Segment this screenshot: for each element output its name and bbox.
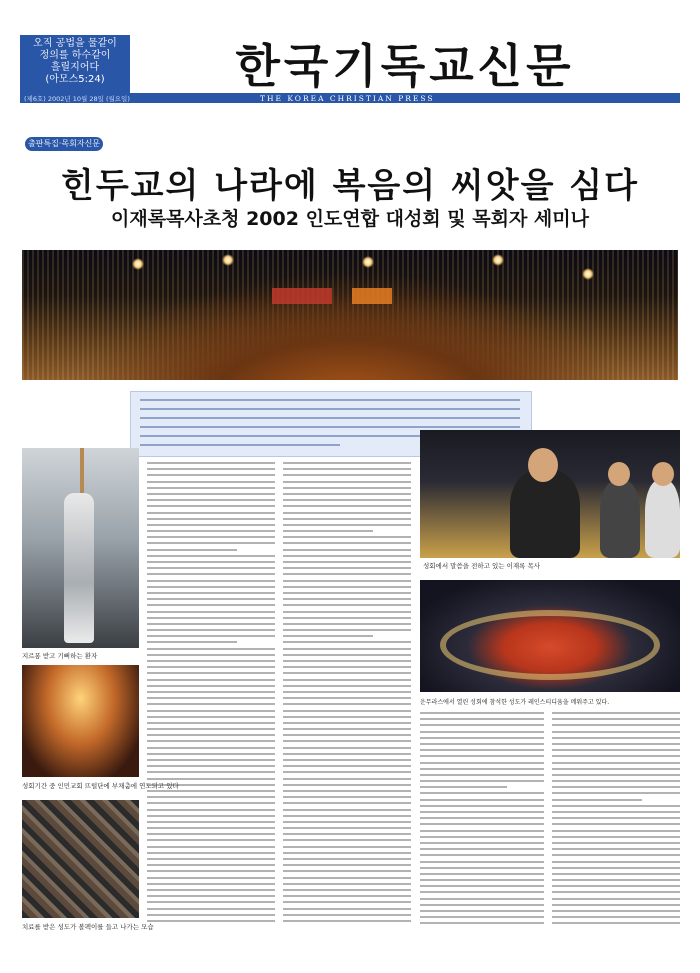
motto-line: 흘릴지어다 [50, 62, 100, 73]
text-line [140, 408, 520, 410]
motto-line: 정의를 하수같이 [39, 50, 111, 61]
stadium-light [582, 268, 594, 280]
patient-figure [64, 493, 94, 643]
caption-right1: 성회에서 말씀을 전하고 있는 이재록 목사 [423, 562, 541, 570]
stadium-light [222, 254, 234, 266]
article-column-4 [552, 712, 680, 932]
stage-banner [272, 288, 332, 304]
text-line [140, 426, 520, 428]
section-tag: 출판특집·목회자신문 [25, 137, 103, 151]
caption-left2: 성회기간 중 인민교회 뜨럴단에 부채춤에 연도되고 있다 [22, 782, 179, 790]
motto-line: 오직 공법을 물같이 [33, 38, 117, 49]
attendee-figure [645, 480, 680, 558]
caption-left1: 지르퐁 받고 기뻐하는 환자 [22, 652, 98, 660]
motto-box [20, 35, 130, 93]
article-column-1 [147, 462, 275, 932]
crowd-panorama-photo [22, 250, 678, 380]
fan-dance-photo [22, 665, 139, 777]
headline: 힌두교의 나라에 복음의 씨앗을 심다 [60, 166, 639, 206]
preacher-photo [420, 430, 680, 558]
caption-left3: 치료를 받은 성도가 볼펙이를 들고 나가는 모습 [22, 923, 154, 931]
text-line [140, 444, 340, 446]
subhead: 이재록목사초청 2002 인도연합 대성회 및 목회자 세미나 [110, 208, 589, 230]
preacher-face [528, 448, 558, 482]
attendee-face [652, 462, 674, 486]
preacher-figure [510, 470, 580, 558]
masthead [20, 30, 680, 110]
stadium-light [132, 258, 144, 270]
stadium-light [492, 254, 504, 266]
attendee-figure [600, 480, 640, 558]
crutches-raised-photo [22, 800, 139, 918]
article-column-3 [420, 712, 544, 932]
stadium-photo [420, 580, 680, 692]
stadium-ring [440, 610, 660, 680]
text-line [140, 417, 520, 419]
motto-line: (아모스5:24) [45, 74, 105, 85]
healed-patient-photo [22, 448, 139, 648]
article-column-2 [283, 462, 411, 932]
newspaper-title: 한국기독교신문 [235, 39, 575, 93]
stadium-light [362, 256, 374, 268]
stage-banner [352, 288, 392, 304]
text-line [140, 399, 520, 401]
attendee-face [608, 462, 630, 486]
english-title: THE KOREA CHRISTIAN PRESS [260, 94, 435, 103]
caption-right2: 운무라스에서 열린 성회에 참석한 성도가 레인스티디움을 메워주고 있다. [420, 699, 610, 706]
issue-date: (제6호) 2002년 10월 28일 (월요일) [24, 95, 130, 103]
